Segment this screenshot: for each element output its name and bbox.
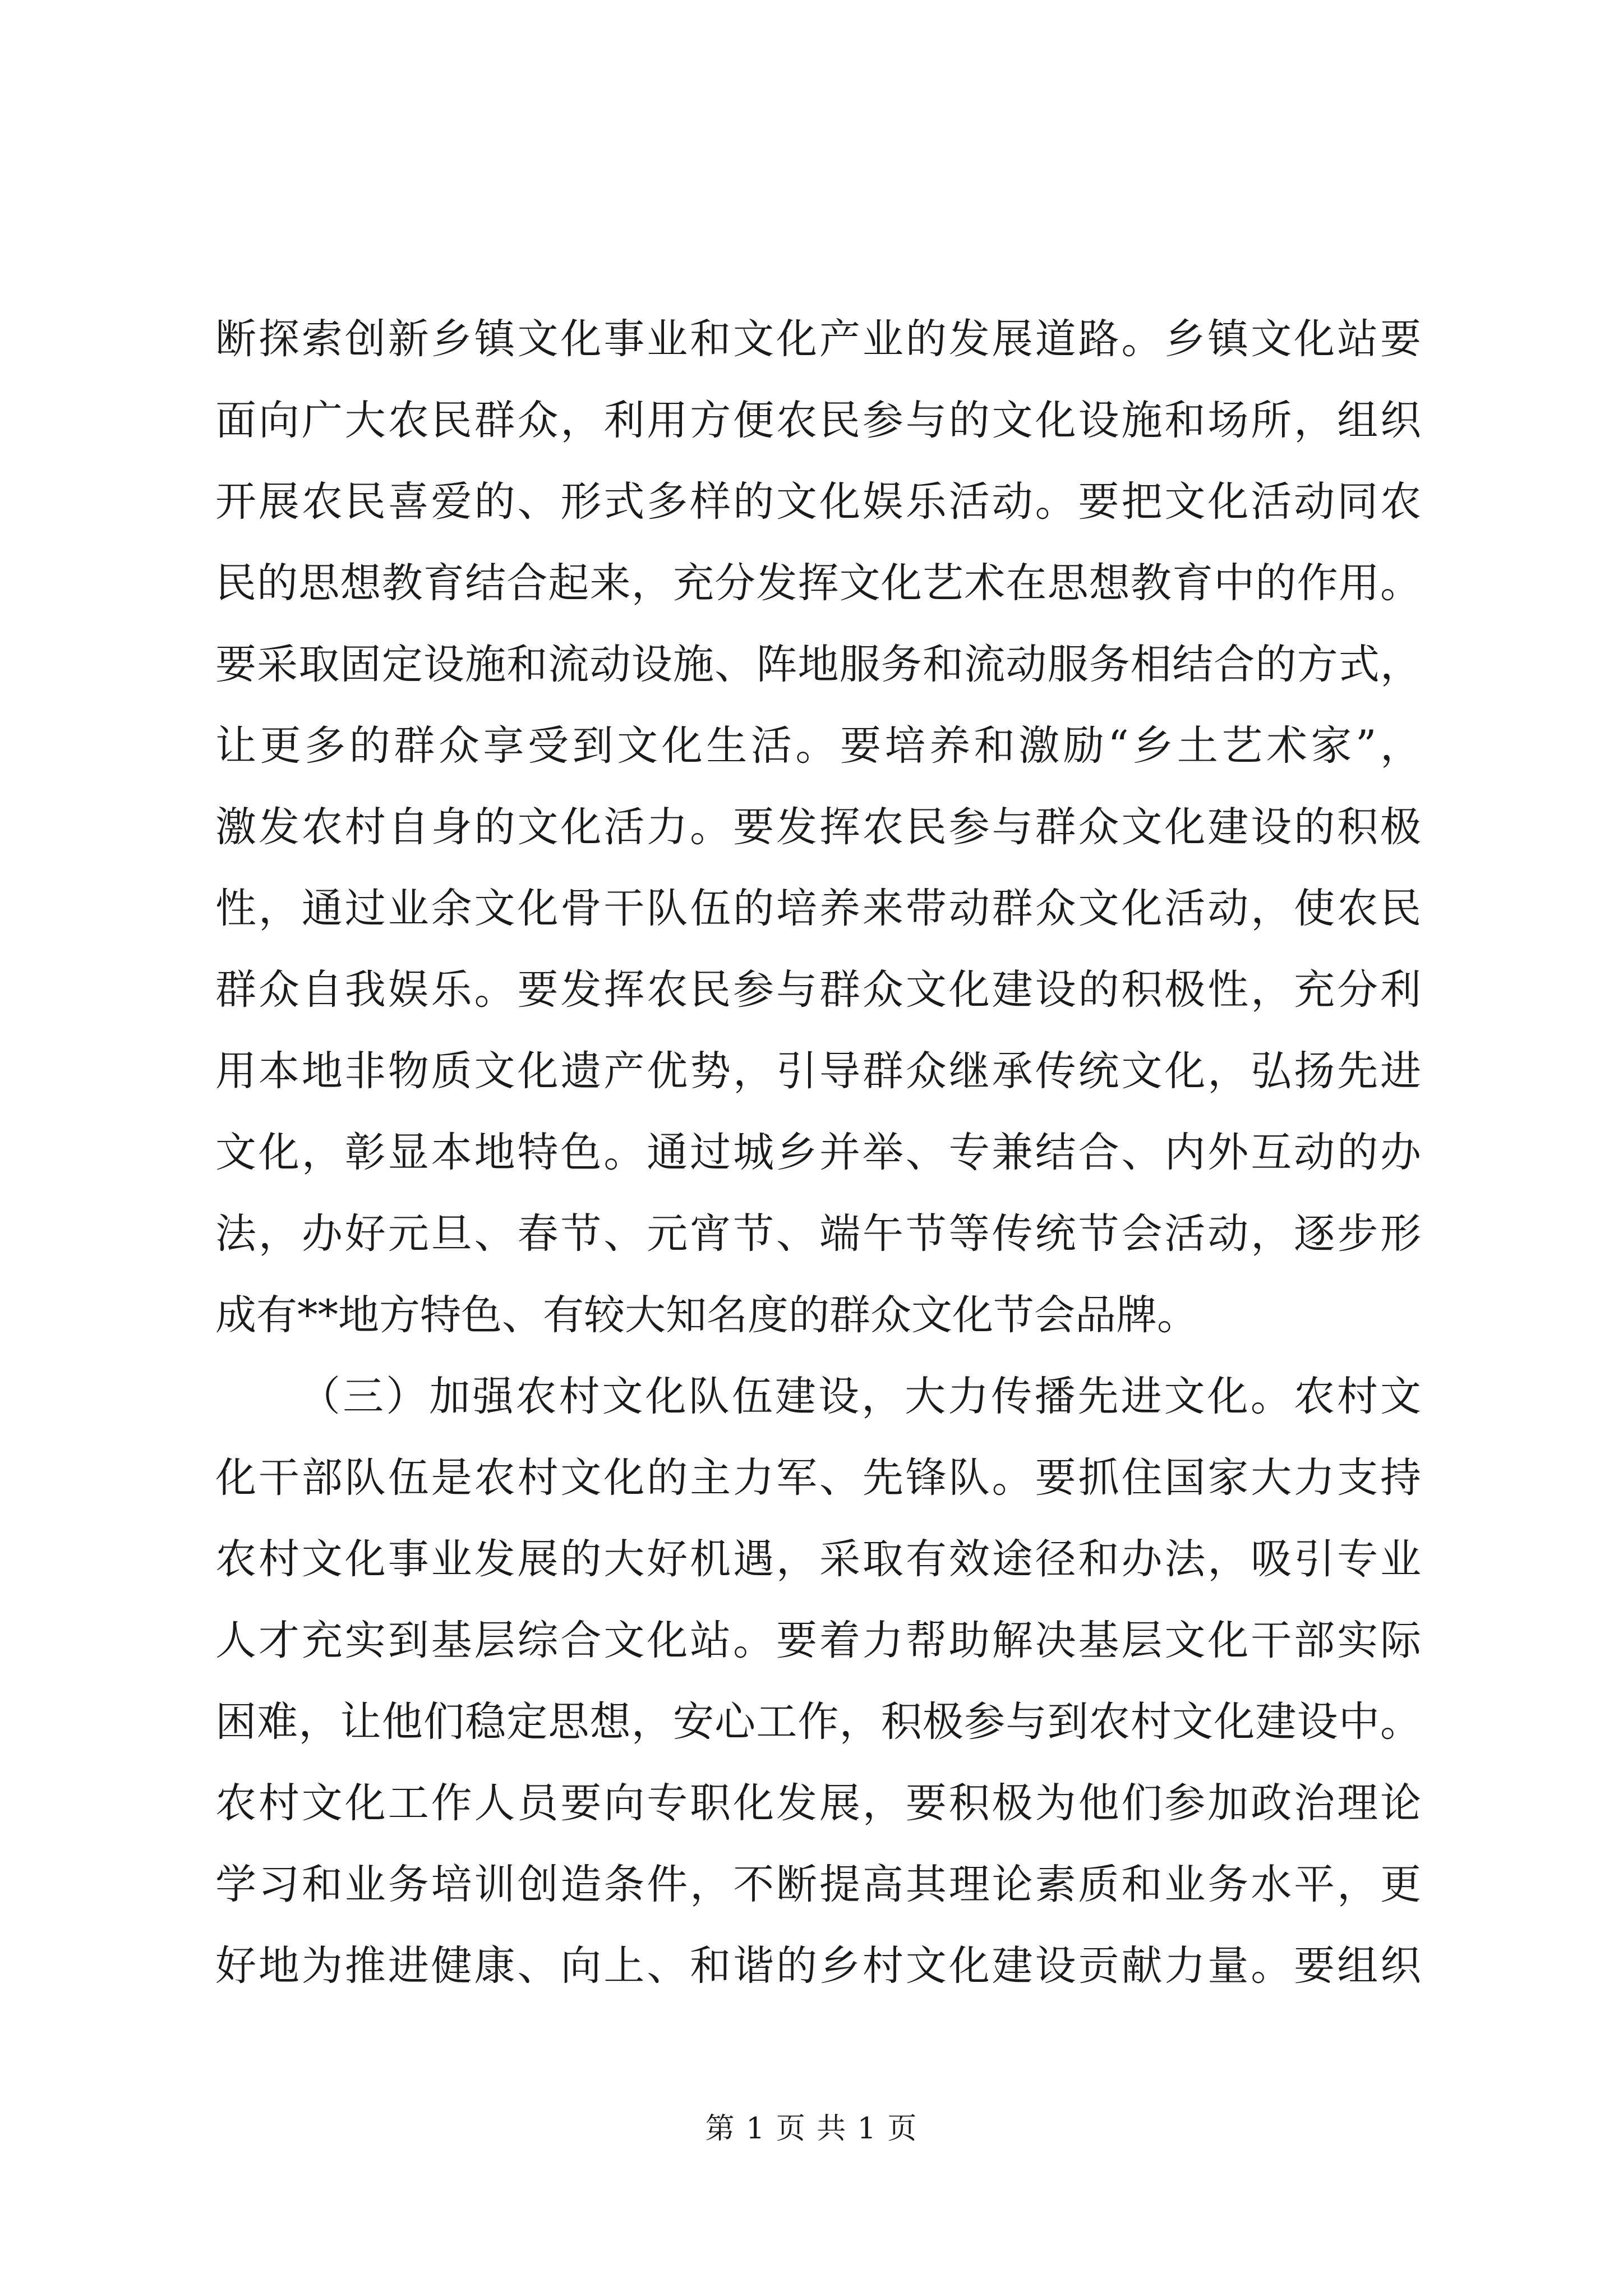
text-line: （三）加强农村文化队伍建设，大力传播先进文化。农村文	[299, 1373, 1421, 1420]
text-line: 民的思想教育结合起来，充分发挥文化艺术在思想教育中的作用。	[215, 559, 1421, 607]
text-line: 困难，让他们稳定思想，安心工作，积极参与到农村文化建设中。	[215, 1698, 1421, 1746]
paragraph-section-3	[215, 1356, 1421, 2007]
text-line: 文化，彰显本地特色。通过城乡并举、专兼结合、内外互动的办	[215, 1129, 1421, 1176]
text-line: 开展农民喜爱的、形式多样的文化娱乐活动。要把文化活动同农	[215, 478, 1421, 526]
text-line: 群众自我娱乐。要发挥农民参与群众文化建设的积极性，充分利	[215, 966, 1421, 1014]
text-line: 性，通过业余文化骨干队伍的培养来带动群众文化活动，使农民	[215, 885, 1421, 932]
text-line: 化干部队伍是农村文化的主力军、先锋队。要抓住国家大力支持	[215, 1454, 1421, 1502]
text-line: 学习和业务培训创造条件，不断提高其理论素质和业务水平，更	[215, 1861, 1421, 1908]
text-line: 法，办好元旦、春节、元宵节、端午节等传统节会活动，逐步形	[215, 1210, 1421, 1258]
page-number: 第 1 页 共 1 页	[705, 2112, 918, 2146]
text-line: 农村文化工作人员要向专职化发展，要积极为他们参加政治理论	[215, 1779, 1421, 1827]
text-line: 面向广大农民群众，利用方便农民参与的文化设施和场所，组织	[215, 397, 1421, 444]
text-line: 断探索创新乡镇文化事业和文化产业的发展道路。乡镇文化站要	[215, 315, 1421, 363]
page-footer	[0, 2105, 1623, 2147]
text-line: 人才充实到基层综合文化站。要着力帮助解决基层文化干部实际	[215, 1617, 1421, 1664]
text-line: 农村文化事业发展的大好机遇，采取有效途径和办法，吸引专业	[215, 1535, 1421, 1583]
text-line: 激发农村自身的文化活力。要发挥农民参与群众文化建设的积极	[215, 803, 1421, 851]
text-line: 用本地非物质文化遗产优势，引导群众继承传统文化，弘扬先进	[215, 1047, 1421, 1095]
paragraph-continuation	[215, 298, 1421, 1356]
text-line: 要采取固定设施和流动设施、阵地服务和流动服务相结合的方式，	[215, 641, 1421, 688]
body-text	[215, 298, 1421, 2007]
text-line: 让更多的群众享受到文化生活。要培养和激励“乡土艺术家”，	[215, 722, 1421, 770]
text-line: 成有**地方特色、有较大知名度的群众文化节会品牌。	[215, 1291, 1198, 1339]
text-line: 好地为推进健康、向上、和谐的乡村文化建设贡献力量。要组织	[215, 1942, 1421, 1990]
